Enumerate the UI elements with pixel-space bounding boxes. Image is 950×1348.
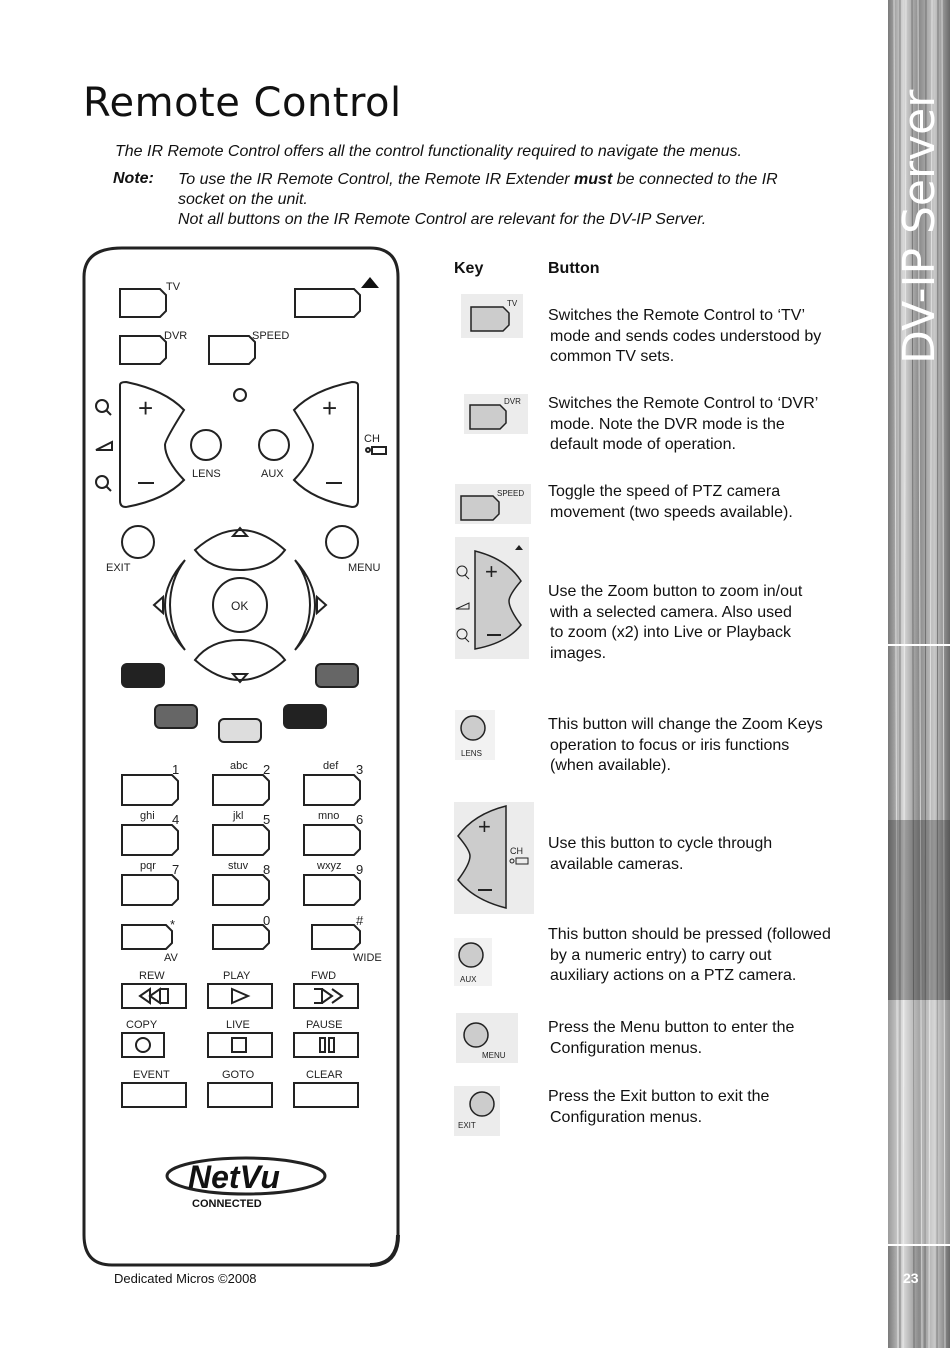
nav-left-button <box>165 560 185 650</box>
speed-button <box>209 336 255 364</box>
key-8 <box>213 875 269 905</box>
svg-text:AUX: AUX <box>460 975 477 984</box>
svg-text:PLAY: PLAY <box>223 970 251 982</box>
svg-text:AV: AV <box>164 952 178 964</box>
svg-text:SPEED: SPEED <box>497 489 525 498</box>
speed-label: SPEED <box>252 330 290 342</box>
svg-text:9: 9 <box>356 862 364 877</box>
lens-button <box>191 430 221 460</box>
key-2 <box>213 775 269 805</box>
dvr-mode-label: DVR <box>164 330 188 342</box>
exit-label: EXIT <box>106 562 131 574</box>
svg-text:wxyz: wxyz <box>317 860 342 872</box>
key-lens-button-image <box>455 710 495 760</box>
exit-button <box>122 526 154 558</box>
page-title: Remote Control <box>83 80 402 126</box>
live-button <box>208 1033 272 1057</box>
svg-text:DVR: DVR <box>504 397 521 406</box>
remote-control-illustration <box>80 245 402 1270</box>
nav-right-button <box>295 560 315 650</box>
key-1 <box>122 775 178 805</box>
aux-label: AUX <box>261 468 284 480</box>
aux-button <box>259 430 289 460</box>
svg-text:mno: mno <box>318 810 340 822</box>
rew-button <box>122 984 186 1008</box>
svg-text:4: 4 <box>172 812 180 827</box>
key-9 <box>304 875 360 905</box>
key-6 <box>304 825 360 855</box>
key-7 <box>122 875 178 905</box>
clear-button <box>294 1083 358 1107</box>
netvu-logo <box>167 1158 325 1210</box>
copy-button <box>122 1033 164 1057</box>
note-text <box>178 170 828 230</box>
menu-button <box>326 526 358 558</box>
key-menu-button-image <box>456 1013 518 1063</box>
red-function-button <box>122 664 164 687</box>
svg-text:WIDE: WIDE <box>353 952 382 964</box>
svg-text:jkl: jkl <box>233 810 244 822</box>
svg-text:PAUSE: PAUSE <box>306 1019 343 1031</box>
svg-text:EXIT: EXIT <box>458 1121 476 1130</box>
description-lens: This button will change the Zoom Keys operation to focus or iris functions (when available). <box>548 716 823 774</box>
description-ch: Use this button to cycle through available cameras. <box>548 835 773 873</box>
key-ch-rocker-image <box>454 802 534 914</box>
key-dvr-button-image <box>464 394 528 434</box>
power-button <box>295 289 360 317</box>
svg-text:5: 5 <box>263 812 271 827</box>
key-hash-wide <box>312 925 360 949</box>
blue-function-button <box>284 705 326 728</box>
svg-text:+: + <box>138 393 154 423</box>
tv-mode-label: TV <box>166 281 181 293</box>
description-dvr: Switches the Remote Control to ‘DVR’ mode. Note the DVR mode is the default mode of operation. <box>548 395 819 453</box>
column-header-key: Key <box>454 260 484 277</box>
description-aux: This button should be pressed (followed by a numeric entry) to carry out auxiliary actions on a PTZ camera. <box>548 926 831 984</box>
menu-label: MENU <box>348 562 381 574</box>
green-function-button <box>316 664 358 687</box>
svg-text:pqr: pqr <box>140 860 156 872</box>
goto-button <box>208 1083 272 1107</box>
note-line-1: To use the IR Remote Control, the Remote IR Extender must be connected to the IR <box>178 171 778 188</box>
column-header-button: Button <box>548 260 600 277</box>
event-button <box>122 1083 186 1107</box>
volume-icon <box>96 442 112 450</box>
key-speed-button-image <box>455 484 531 524</box>
svg-text:ghi: ghi <box>140 810 155 822</box>
description-speed: Toggle the speed of PTZ camera movement (two speeds available). <box>548 483 793 521</box>
fwd-button <box>294 984 358 1008</box>
yellow-function-button <box>155 705 197 728</box>
svg-text:abc: abc <box>230 760 248 772</box>
svg-text:8: 8 <box>263 862 271 877</box>
svg-text:#: # <box>356 913 364 928</box>
note-emphasis: must <box>574 171 613 188</box>
svg-text:NetVu: NetVu <box>188 1159 280 1195</box>
note-line-3: Not all buttons on the IR Remote Control are relevant for the DV-IP Server. <box>178 211 707 228</box>
light-function-button <box>219 719 261 742</box>
up-triangle-icon <box>361 277 379 288</box>
svg-text:CONNECTED: CONNECTED <box>192 1198 262 1210</box>
svg-text:*: * <box>170 917 176 932</box>
svg-text:6: 6 <box>356 812 364 827</box>
svg-text:MENU: MENU <box>482 1051 506 1060</box>
svg-text:7: 7 <box>172 862 180 877</box>
svg-text:FWD: FWD <box>311 970 337 982</box>
svg-text:GOTO: GOTO <box>222 1069 255 1081</box>
svg-text:0: 0 <box>263 913 271 928</box>
svg-text:1: 1 <box>172 762 180 777</box>
key-aux-button-image <box>454 938 492 986</box>
ok-label: OK <box>231 599 249 613</box>
description-tv: Switches the Remote Control to ‘TV’ mode and sends codes understood by common TV sets. <box>548 307 822 365</box>
note-line-2: socket on the unit. <box>178 191 308 208</box>
svg-text:REW: REW <box>139 970 165 982</box>
transport-controls <box>122 970 358 1107</box>
svg-text:stuv: stuv <box>228 860 249 872</box>
key-star-av <box>122 925 172 949</box>
svg-text:def: def <box>323 760 339 772</box>
dvr-mode-button <box>120 336 166 364</box>
key-0 <box>213 925 269 949</box>
svg-text:TV: TV <box>507 299 518 308</box>
svg-text:COPY: COPY <box>126 1019 158 1031</box>
svg-text:2: 2 <box>263 762 271 777</box>
keypad <box>122 760 382 964</box>
key-exit-button-image <box>454 1086 500 1136</box>
sidebar-vertical-title <box>890 80 946 370</box>
page-number: 23 <box>903 1270 919 1286</box>
key-3 <box>304 775 360 805</box>
description-zoom: Use the Zoom button to zoom in/out with a selected camera. Also used to zoom (x2) into Live or Playback images. <box>548 583 803 662</box>
svg-text:CH: CH <box>510 846 523 856</box>
key-tv-button-image <box>461 294 523 338</box>
key-5 <box>213 825 269 855</box>
key-zoom-rocker-image <box>455 537 529 659</box>
svg-text:+: + <box>485 559 498 584</box>
svg-text:CLEAR: CLEAR <box>306 1069 343 1081</box>
key-4 <box>122 825 178 855</box>
svg-text:+: + <box>478 814 491 839</box>
svg-text:+: + <box>322 393 338 423</box>
svg-text:3: 3 <box>356 762 364 777</box>
svg-text:LIVE: LIVE <box>226 1019 250 1031</box>
tv-mode-button <box>120 289 166 317</box>
description-exit: Press the Exit button to exit the Configuration menus. <box>548 1088 770 1126</box>
play-button <box>208 984 272 1008</box>
svg-text:DV-IP Server: DV-IP Server <box>894 89 945 364</box>
intro-text: The IR Remote Control offers all the control functionality required to navigate the menus. <box>115 143 742 160</box>
svg-text:EVENT: EVENT <box>133 1069 170 1081</box>
footer-copyright: Dedicated Micros ©2008 <box>114 1271 257 1286</box>
description-menu: Press the Menu button to enter the Configuration menus. <box>548 1019 795 1057</box>
note-label: Note: <box>113 170 154 187</box>
indicator-led <box>234 389 246 401</box>
ch-label: CH <box>364 433 380 445</box>
lens-label: LENS <box>192 468 221 480</box>
svg-text:LENS: LENS <box>461 749 482 758</box>
